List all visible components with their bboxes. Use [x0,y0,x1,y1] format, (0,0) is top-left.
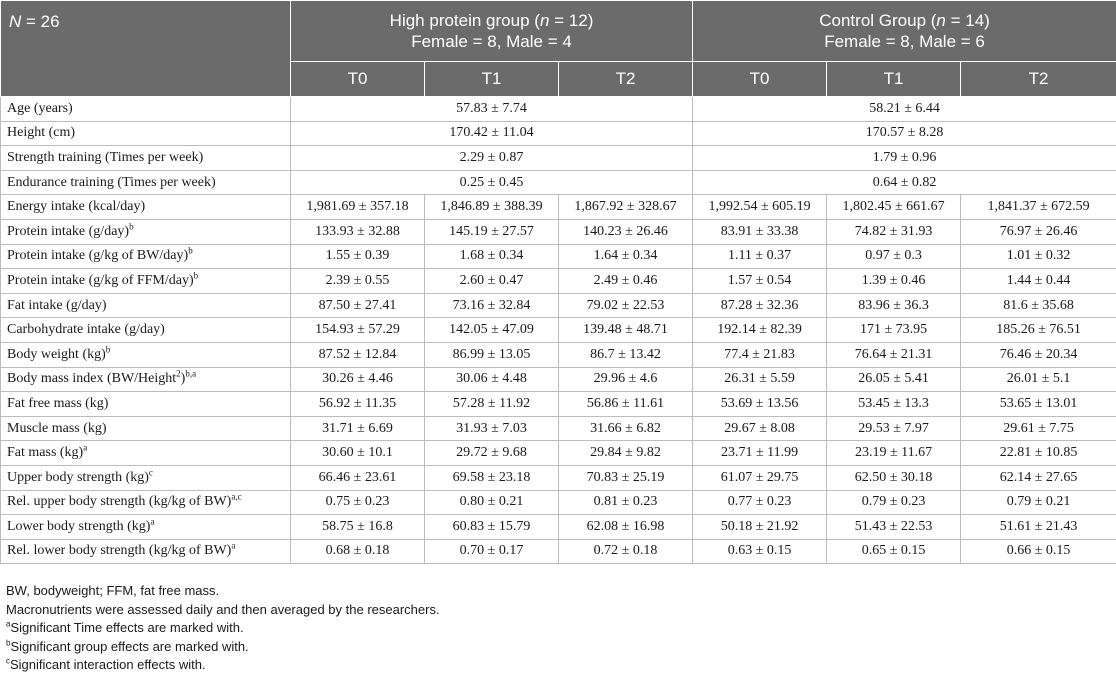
value-cell: 70.83 ± 25.19 [559,465,693,490]
value-cell: 60.83 ± 15.79 [425,515,559,540]
value-cell: 142.05 ± 47.09 [425,318,559,343]
value-cell: 62.08 ± 16.98 [559,515,693,540]
value-cell: 2.60 ± 0.47 [425,269,559,294]
timepoint-header: T0 [291,62,425,97]
value-cell: 26.01 ± 5.1 [961,367,1116,392]
value-cell: 62.14 ± 27.65 [961,465,1116,490]
value-cell: 29.72 ± 9.68 [425,441,559,466]
value-cell: 1,841.37 ± 672.59 [961,195,1116,220]
high-protein-group-header: High protein group (n = 12) Female = 8, Male = 4 [291,1,693,62]
value-cell: 26.05 ± 5.41 [827,367,961,392]
value-cell: 23.19 ± 11.67 [827,441,961,466]
value-cell: 31.71 ± 6.69 [291,416,425,441]
value-cell: 74.82 ± 31.93 [827,219,961,244]
table-row [1,170,1116,195]
value-cell: 0.65 ± 0.15 [827,539,961,564]
value-cell: 22.81 ± 10.85 [961,441,1116,466]
value-cell: 86.7 ± 13.42 [559,342,693,367]
significance-marker: a [83,442,88,453]
row-label: Fat mass (kg)$^a$ [1,441,291,466]
row-label: Lower body strength (kg)$^a$ [1,515,291,540]
value-cell: 31.93 ± 7.03 [425,416,559,441]
value-cell: 29.53 ± 7.97 [827,416,961,441]
row-label: Rel. lower body strength (kg/kg of BW)$^a$ [1,539,291,564]
value-cell: 29.96 ± 4.6 [559,367,693,392]
value-cell: 0.63 ± 0.15 [693,539,827,564]
row-label: Upper body strength (kg)$^c$ [1,465,291,490]
value-cell: 1.44 ± 0.44 [961,269,1116,294]
row-label: Endurance training (Times per week) [1,170,291,195]
timepoint-header: T0 [693,62,827,97]
row-label: Strength training (Times per week) [1,146,291,171]
value-cell: 140.23 ± 26.46 [559,219,693,244]
row-label: Fat intake (g/day) [1,293,291,318]
table-row [1,121,1116,146]
value-cell: 62.50 ± 30.18 [827,465,961,490]
significance-marker: a [231,540,236,551]
value-cell: 1.11 ± 0.37 [693,244,827,269]
merged-value-cell: 1.79 ± 0.96 [693,146,1116,171]
value-cell: 0.72 ± 0.18 [559,539,693,564]
row-label: Energy intake (kcal/day) [1,195,291,220]
sample-size-header: N = 26 [1,1,291,97]
value-cell: 79.02 ± 22.53 [559,293,693,318]
value-cell: 81.6 ± 35.68 [961,293,1116,318]
footnote-b: $^b$Significant group effects are marked with. [6,638,249,654]
value-cell: 154.93 ± 57.29 [291,318,425,343]
table-row [1,269,1116,294]
merged-value-cell: 170.42 ± 11.04 [291,121,693,146]
row-label: Fat free mass (kg) [1,392,291,417]
significance-marker: a [150,516,155,527]
value-cell: 87.50 ± 27.41 [291,293,425,318]
value-cell: 0.80 ± 0.21 [425,490,559,515]
value-cell: 1.39 ± 0.46 [827,269,961,294]
merged-value-cell: 0.25 ± 0.45 [291,170,693,195]
value-cell: 50.18 ± 21.92 [693,515,827,540]
value-cell: 1.64 ± 0.34 [559,244,693,269]
value-cell: 1.57 ± 0.54 [693,269,827,294]
value-cell: 1,867.92 ± 328.67 [559,195,693,220]
row-label: Body weight (kg)$^b$ [1,342,291,367]
value-cell: 56.92 ± 11.35 [291,392,425,417]
value-cell: 29.61 ± 7.75 [961,416,1116,441]
table-footnotes [6,582,440,675]
table-row [1,219,1116,244]
value-cell: 139.48 ± 48.71 [559,318,693,343]
value-cell: 1,846.89 ± 388.39 [425,195,559,220]
row-label: Age (years) [1,97,291,122]
timepoint-header: T2 [559,62,693,97]
value-cell: 0.66 ± 0.15 [961,539,1116,564]
value-cell: 29.67 ± 8.08 [693,416,827,441]
row-label: Body mass index (BW/Height$^2$)$^{b,a}$ [1,367,291,392]
value-cell: 56.86 ± 11.61 [559,392,693,417]
table-row [1,318,1116,343]
footnote-abbreviations: BW, bodyweight; FFM, fat free mass. [6,583,220,598]
value-cell: 57.28 ± 11.92 [425,392,559,417]
value-cell: 51.43 ± 22.53 [827,515,961,540]
significance-marker: c [148,467,153,478]
table-row [1,392,1116,417]
table-row [1,367,1116,392]
value-cell: 51.61 ± 21.43 [961,515,1116,540]
value-cell: 1.68 ± 0.34 [425,244,559,269]
table-row [1,293,1116,318]
merged-value-cell: 0.64 ± 0.82 [693,170,1116,195]
row-label: Carbohydrate intake (g/day) [1,318,291,343]
value-cell: 2.49 ± 0.46 [559,269,693,294]
value-cell: 133.93 ± 32.88 [291,219,425,244]
table-row [1,539,1116,564]
significance-marker: b,a [185,368,197,379]
merged-value-cell: 170.57 ± 8.28 [693,121,1116,146]
value-cell: 53.69 ± 13.56 [693,392,827,417]
table-header [1,1,1116,97]
value-cell: 0.68 ± 0.18 [291,539,425,564]
row-label: Height (cm) [1,121,291,146]
value-cell: 61.07 ± 29.75 [693,465,827,490]
value-cell: 83.91 ± 33.38 [693,219,827,244]
row-label: Rel. upper body strength (kg/kg of BW)$^{a,c}$ [1,490,291,515]
table-row [1,97,1116,122]
timepoint-header: T1 [827,62,961,97]
value-cell: 30.60 ± 10.1 [291,441,425,466]
significance-marker: b [105,344,111,355]
value-cell: 58.75 ± 16.8 [291,515,425,540]
merged-value-cell: 58.21 ± 6.44 [693,97,1116,122]
row-label: Protein intake $(g/day)^b$ [1,219,291,244]
value-cell: 87.52 ± 12.84 [291,342,425,367]
value-cell: 0.81 ± 0.23 [559,490,693,515]
value-cell: 1.55 ± 0.39 [291,244,425,269]
control-group-header: Control Group (n = 14) Female = 8, Male = 6 [693,1,1116,62]
merged-value-cell: 2.29 ± 0.87 [291,146,693,171]
value-cell: 30.06 ± 4.48 [425,367,559,392]
table-row [1,195,1116,220]
value-cell: 31.66 ± 6.82 [559,416,693,441]
value-cell: 76.64 ± 21.31 [827,342,961,367]
significance-marker: a,c [231,491,242,502]
table-row [1,441,1116,466]
value-cell: 76.97 ± 26.46 [961,219,1116,244]
table-row [1,244,1116,269]
value-cell: 83.96 ± 36.3 [827,293,961,318]
significance-marker: b [188,245,193,256]
table-row [1,146,1116,171]
value-cell: 77.4 ± 21.83 [693,342,827,367]
footnote-a: $^a$Significant Time effects are marked with. [6,619,244,635]
significance-marker: b [129,221,134,232]
value-cell: 145.19 ± 27.57 [425,219,559,244]
significance-marker: b [193,270,199,281]
value-cell: 87.28 ± 32.36 [693,293,827,318]
value-cell: 0.79 ± 0.21 [961,490,1116,515]
value-cell: 0.70 ± 0.17 [425,539,559,564]
row-label: Protein intake (g/kg of FFM/day)$^b$ [1,269,291,294]
value-cell: 76.46 ± 20.34 [961,342,1116,367]
footnote-c: $^c$Significant interaction effects with. [6,656,206,672]
timepoint-header: T2 [961,62,1116,97]
value-cell: 192.14 ± 82.39 [693,318,827,343]
table-body [1,97,1116,564]
row-label: Protein intake (g/kg of BW/day)$^b$ [1,244,291,269]
value-cell: 0.79 ± 0.23 [827,490,961,515]
value-cell: 0.75 ± 0.23 [291,490,425,515]
value-cell: 53.65 ± 13.01 [961,392,1116,417]
value-cell: 0.77 ± 0.23 [693,490,827,515]
table-row [1,342,1116,367]
value-cell: 86.99 ± 13.05 [425,342,559,367]
value-cell: 0.97 ± 0.3 [827,244,961,269]
value-cell: 171 ± 73.95 [827,318,961,343]
value-cell: 2.39 ± 0.55 [291,269,425,294]
footnote-macronutrients: Macronutrients were assessed daily and then averaged by the researchers. [6,601,440,617]
table-row [1,515,1116,540]
value-cell: 1.01 ± 0.32 [961,244,1116,269]
value-cell: 29.84 ± 9.82 [559,441,693,466]
timepoint-header: T1 [425,62,559,97]
table-row [1,416,1116,441]
value-cell: 185.26 ± 76.51 [961,318,1116,343]
value-cell: 66.46 ± 23.61 [291,465,425,490]
value-cell: 26.31 ± 5.59 [693,367,827,392]
value-cell: 1,802.45 ± 661.67 [827,195,961,220]
value-cell: 1,992.54 ± 605.19 [693,195,827,220]
table-row [1,490,1116,515]
value-cell: 53.45 ± 13.3 [827,392,961,417]
row-label: Muscle mass (kg) [1,416,291,441]
value-cell: 1,981.69 ± 357.18 [291,195,425,220]
value-cell: 30.26 ± 4.46 [291,367,425,392]
merged-value-cell: 57.83 ± 7.74 [291,97,693,122]
table-row [1,465,1116,490]
value-cell: 73.16 ± 32.84 [425,293,559,318]
value-cell: 69.58 ± 23.18 [425,465,559,490]
value-cell: 23.71 ± 11.99 [693,441,827,466]
